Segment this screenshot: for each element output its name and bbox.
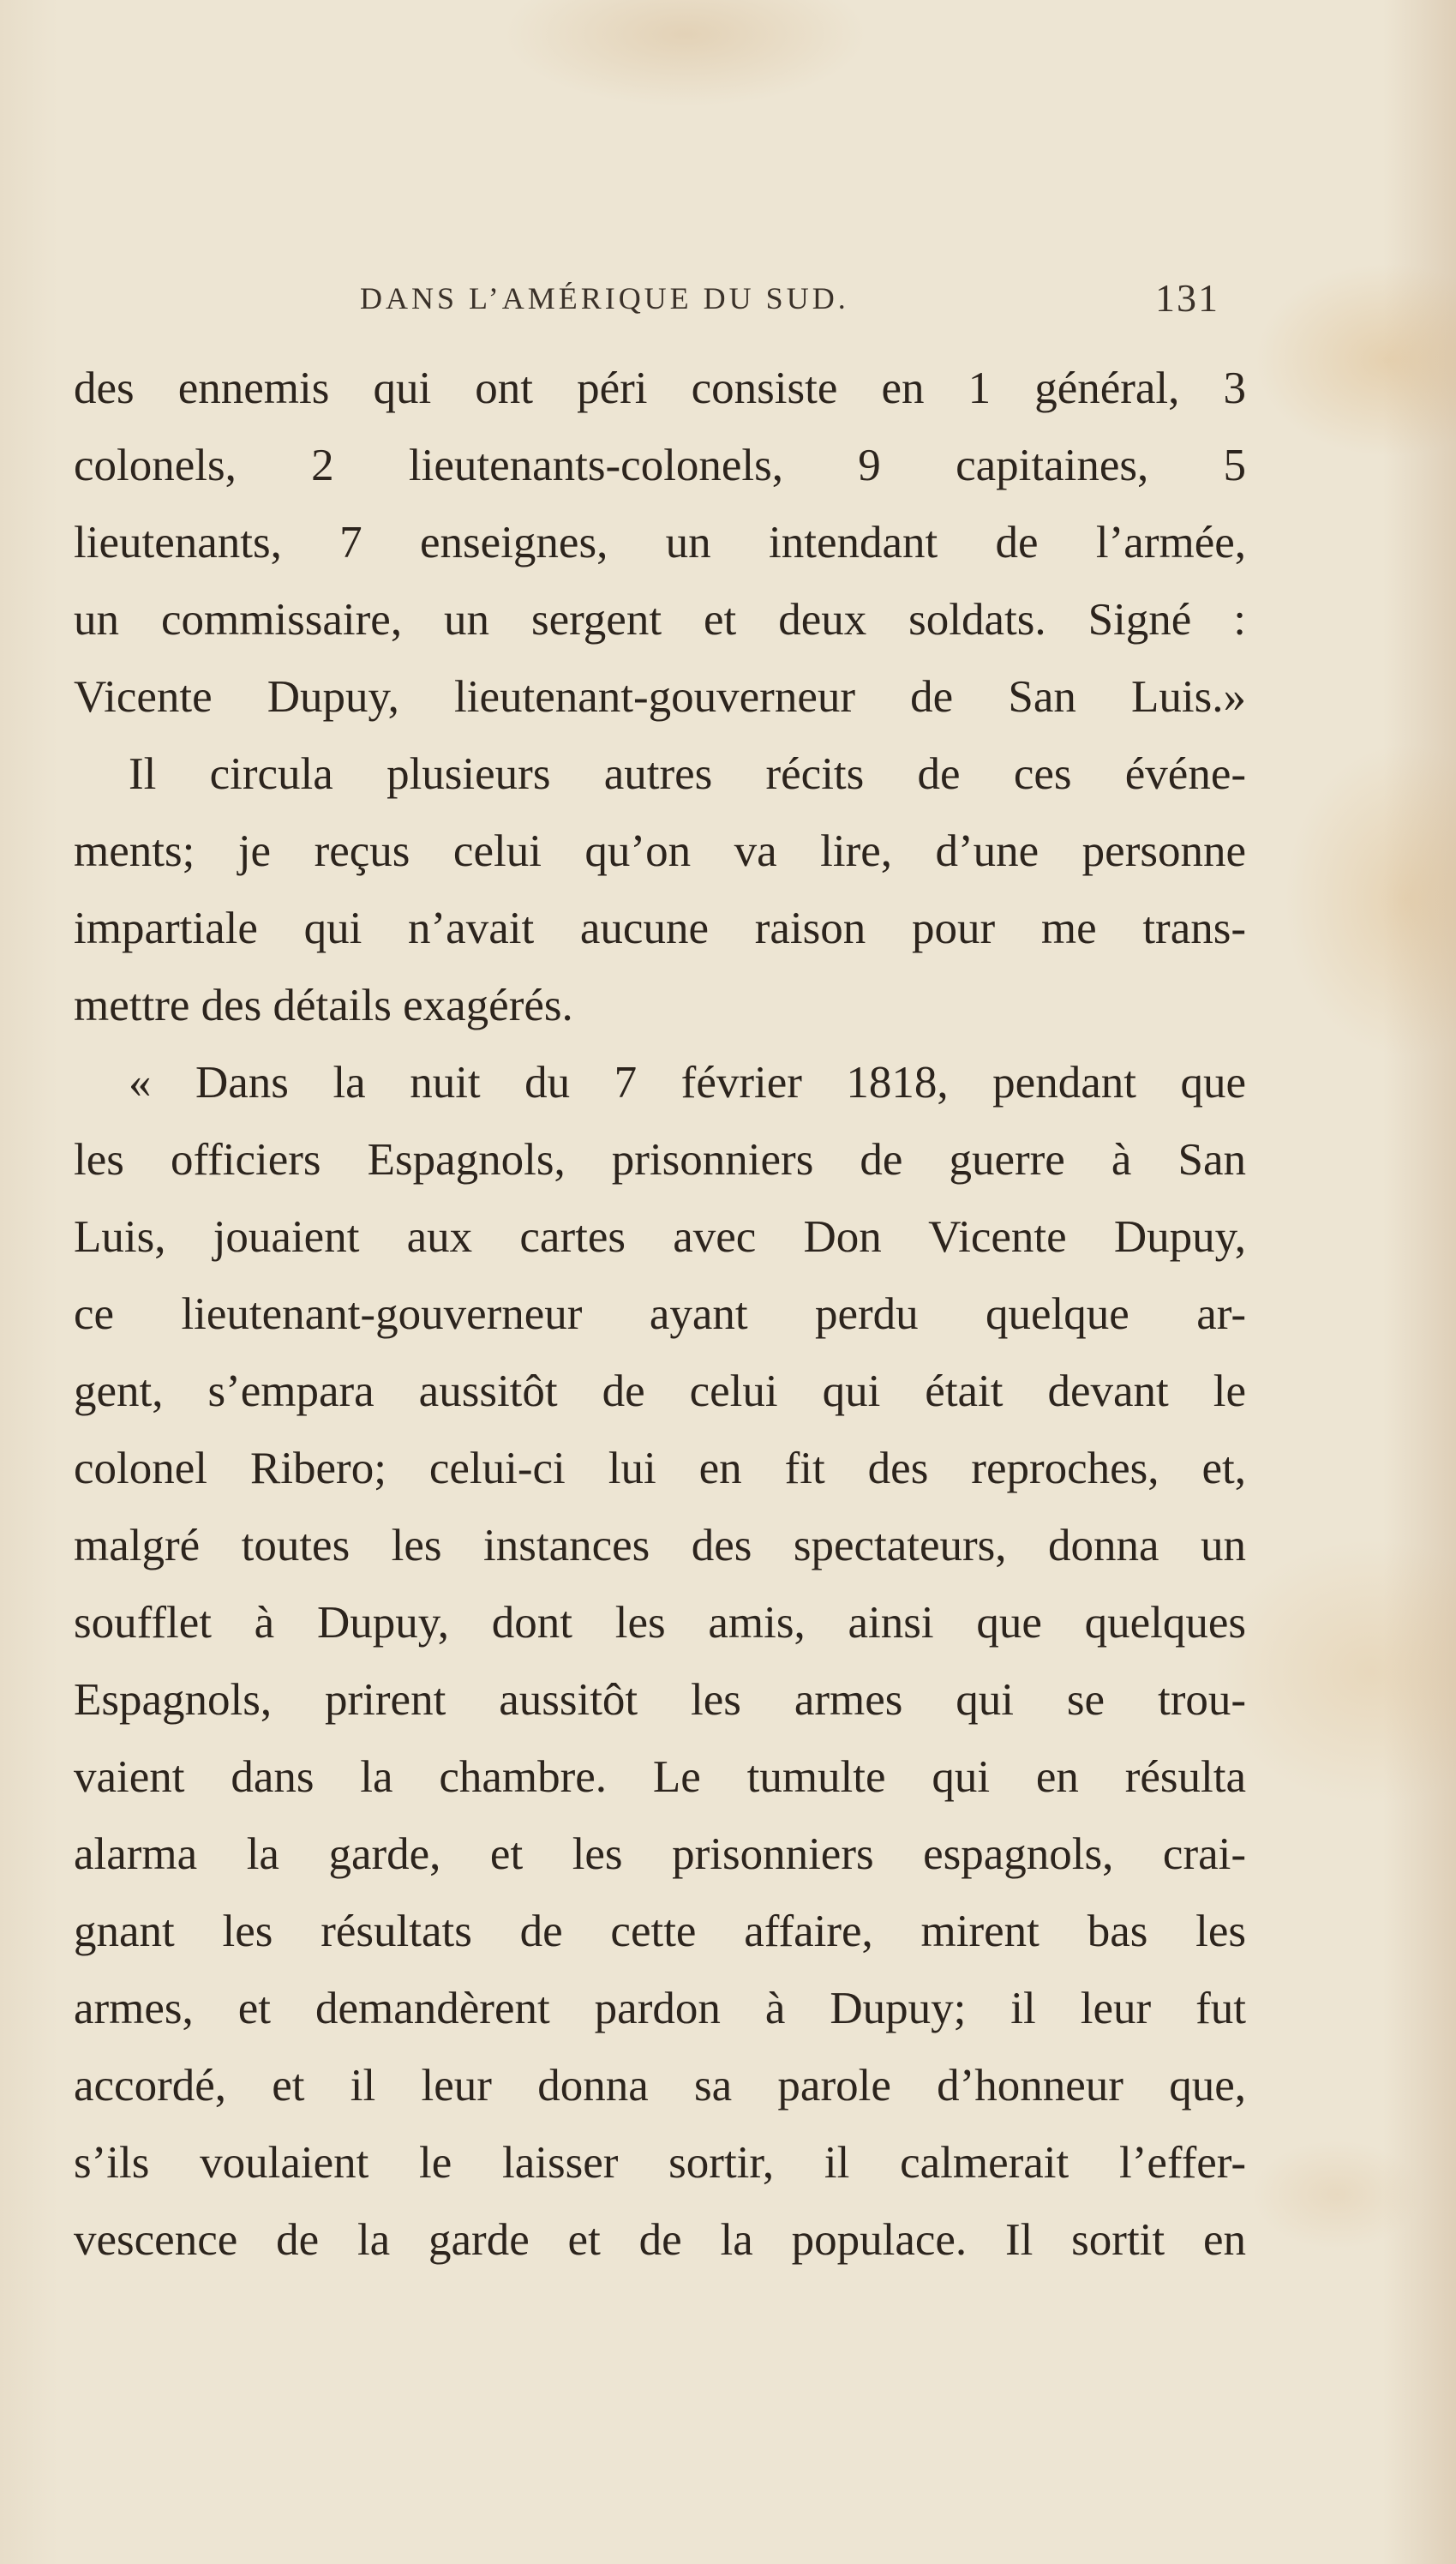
- text-line: un commissaire, un sergent et deux soldats. Signé :: [74, 595, 1246, 645]
- text-line: colonel Ribero; celui-ci lui en fit des reproches, et,: [74, 1444, 1246, 1493]
- body-text: [74, 350, 1246, 2279]
- text-line: s’ils voulaient le laisser sortir, il calmerait l’effer-: [74, 2138, 1246, 2188]
- text-line: gent, s’empara aussitôt de celui qui était devant le: [74, 1366, 1246, 1416]
- text-line: des ennemis qui ont péri consiste en 1 général, 3: [74, 363, 1246, 413]
- text-line: « Dans la nuit du 7 février 1818, pendant que: [129, 1058, 1246, 1108]
- text-line: Luis, jouaient aux cartes avec Don Vicente Dupuy,: [74, 1212, 1246, 1262]
- text-line: impartiale qui n’avait aucune raison pour me trans-: [74, 904, 1246, 953]
- text-line: ments; je reçus celui qu’on va lire, d’une personne: [74, 826, 1246, 876]
- running-title: DANS L’AMÉRIQUE DU SUD.: [360, 281, 849, 315]
- text-line: malgré toutes les instances des spectateurs, donna un: [74, 1521, 1246, 1570]
- text-line: Vicente Dupuy, lieutenant-gouverneur de San Luis.»: [74, 672, 1246, 722]
- text-line: vaient dans la chambre. Le tumulte qui en résulta: [74, 1752, 1246, 1802]
- text-line: alarma la garde, et les prisonniers espagnols, crai-: [74, 1829, 1246, 1879]
- text-line: mettre des détails exagérés.: [74, 981, 573, 1030]
- text-line: lieutenants, 7 enseignes, un intendant de l’armée,: [74, 518, 1246, 567]
- text-line: armes, et demandèrent pardon à Dupuy; il leur fut: [74, 1984, 1246, 2033]
- text-line: Il circula plusieurs autres récits de ces événe-: [129, 749, 1246, 799]
- text-line: les officiers Espagnols, prisonniers de guerre à San: [74, 1135, 1246, 1185]
- text-line: gnant les résultats de cette affaire, mirent bas les: [74, 1906, 1246, 1956]
- text-line: Espagnols, prirent aussitôt les armes qui se trou-: [74, 1675, 1246, 1725]
- text-line: accordé, et il leur donna sa parole d’honneur que,: [74, 2061, 1246, 2111]
- text-line: vescence de la garde et de la populace. Il sortit en: [74, 2215, 1246, 2265]
- text-line: colonels, 2 lieutenants-colonels, 9 capitaines, 5: [74, 441, 1246, 490]
- page-number: 131: [1155, 276, 1219, 320]
- running-head: [0, 273, 1456, 324]
- text-line: soufflet à Dupuy, dont les amis, ainsi que quelques: [74, 1598, 1246, 1648]
- text-line: ce lieutenant-gouverneur ayant perdu quelque ar-: [74, 1289, 1246, 1339]
